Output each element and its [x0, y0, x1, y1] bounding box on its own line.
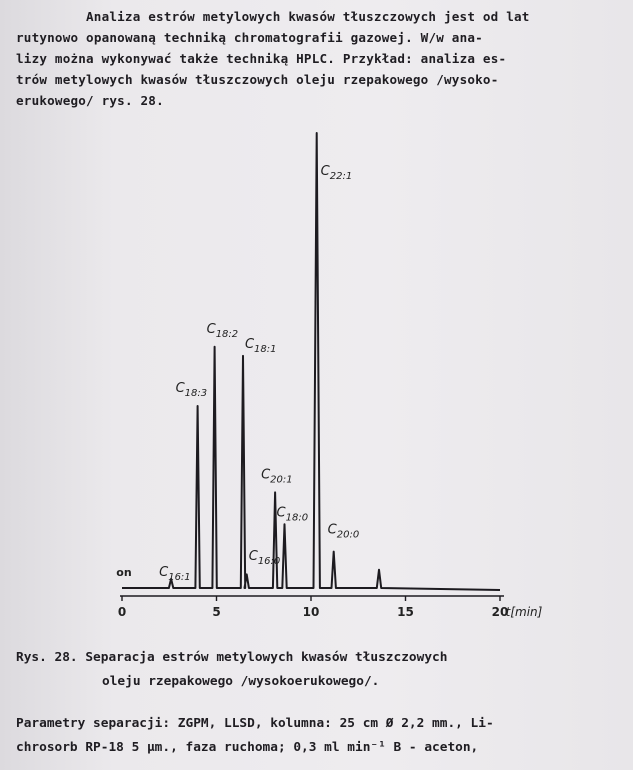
peak-label: $C_{18:2}$ [206, 321, 239, 340]
start-marker-label: on [116, 566, 132, 579]
chromatogram-trace [122, 133, 500, 590]
peak-label: $C_{18:0}$ [276, 505, 309, 524]
paragraph-line: lizy można wykonywać także techniką HPLC. Przykład: analiza es- [16, 51, 507, 66]
paragraph-line: trów metylowych kwasów tłuszczowych oleju rzepakowego /wysoko- [16, 72, 499, 87]
chromatogram-figure [100, 120, 580, 635]
intro-paragraph [16, 6, 616, 111]
peak-label: $C_{16:1}$ [159, 565, 191, 583]
paragraph-line: rutynowo opanowaną techniką chromatografii gazowej. W/w ana- [16, 30, 483, 45]
params-line: chrosorb RP-18 5 μm., faza ruchoma; 0,3 ml min⁻¹ B - aceton, [16, 740, 479, 755]
peak-label: $C_{16:0}$ [248, 549, 281, 567]
caption-line: Rys. 28. Separacja estrów metylowych kwasów tłuszczowych [16, 650, 448, 665]
params-line: Parametry separacji: ZGPM, LLSD, kolumna: 25 cm Ø 2,2 mm., Li- [16, 716, 494, 731]
paragraph-line: Analiza estrów metylowych kwasów tłuszczowych jest od lat [86, 9, 530, 24]
peak-label: $C_{22:1}$ [320, 164, 353, 182]
peak-label: $C_{18:3}$ [175, 381, 208, 399]
caption-line: oleju rzepakowego /wysokoerukowego/. [102, 674, 380, 689]
peak-label: $C_{18:1}$ [244, 336, 277, 355]
peak-label: $C_{20:1}$ [261, 467, 293, 486]
chromatogram-svg [100, 120, 580, 635]
figure-caption [16, 646, 616, 694]
x-tick-label: 10 [302, 605, 320, 619]
x-tick-label: 5 [212, 605, 221, 619]
x-tick-label: 20 [491, 605, 509, 619]
x-tick-label: 0 [117, 605, 127, 619]
x-tick-label: 15 [397, 605, 414, 619]
paragraph-line: erukowego/ rys. 28. [16, 93, 164, 108]
x-axis-label: t[min] [505, 605, 543, 619]
separation-parameters [16, 712, 626, 760]
peak-label: $C_{20:0}$ [327, 522, 360, 541]
